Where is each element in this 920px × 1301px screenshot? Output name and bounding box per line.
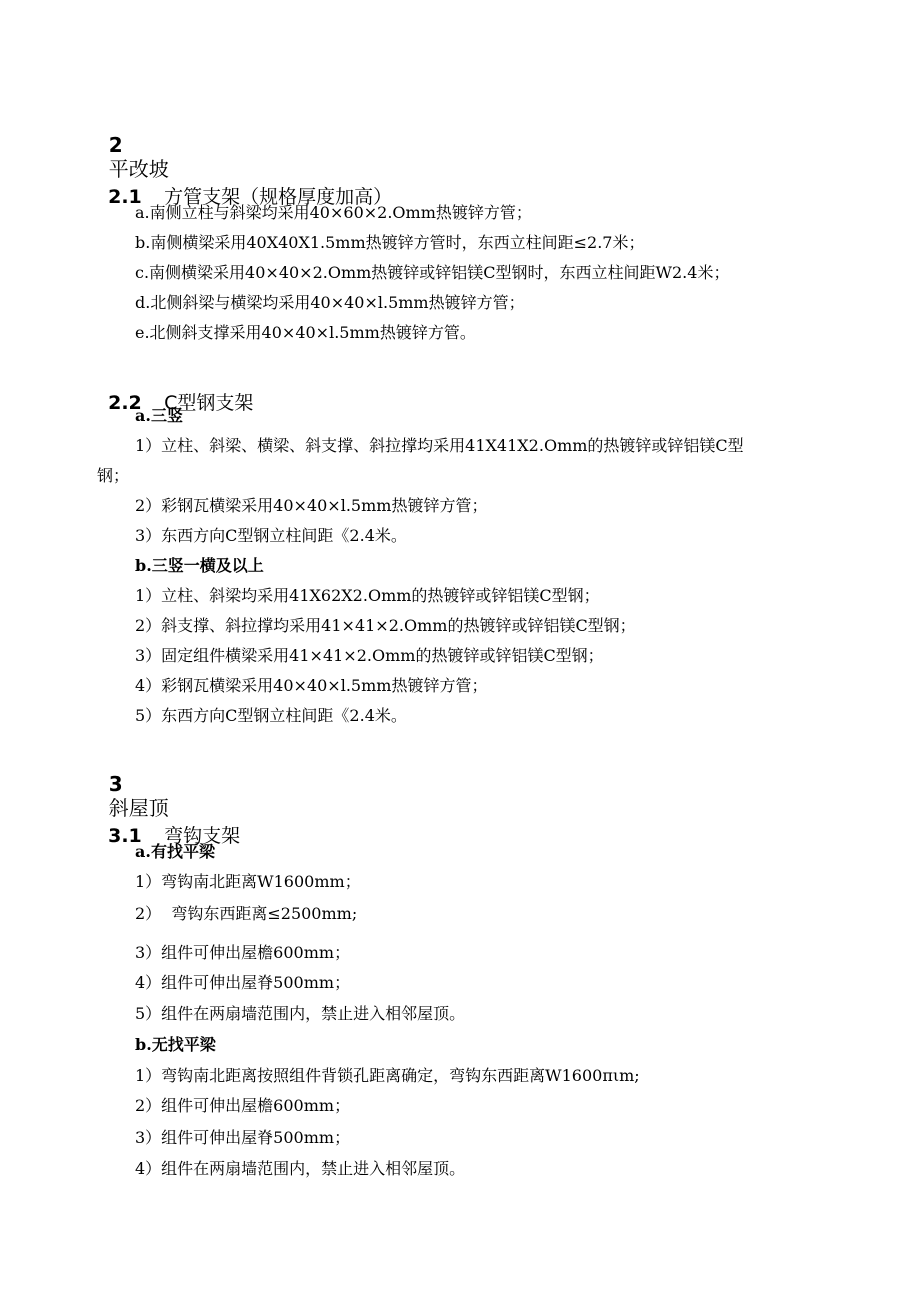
list-item: 2）组件可伸出屋檐600mm； [135, 1096, 351, 1115]
subsection-heading [96, 800, 240, 848]
list-item: e.北侧斜支撑采用40×40×l.5mm热镀锌方管。 [135, 323, 476, 342]
subsection-title: 方管支架（规格厚度加高） [164, 186, 393, 208]
list-item: 1）弯钩南北距离W1600mm； [135, 872, 361, 891]
section-number: 2 [108, 133, 123, 157]
list-item: 1）立柱、斜梁、横梁、斜支撑、斜拉撑均采用41X41X2.Omm的热镀锌或锌铝镁C型 [135, 436, 744, 455]
list-item: 2）斜支撑、斜拉撑均采用41×41×2.Omm的热镀锌或锌铝镁C型钢； [135, 616, 636, 635]
list-item: 4）组件可伸出屋脊500mm； [135, 973, 351, 992]
subsection-number: 2.1 [108, 186, 142, 208]
list-item: 1）弯钩南北距离按照组件背锁孔距离确定，弯钩东西距离W1600πιm; [135, 1066, 640, 1085]
list-item: 4）组件在两扇墙范围内，禁止进入相邻屋顶。 [135, 1159, 466, 1178]
group-heading: a.三竖 [135, 406, 183, 425]
section-title: 平改坡 [108, 157, 169, 181]
list-item: 3）东西方向C型钢立柱间距《2.4米。 [135, 526, 407, 545]
list-item: 5）组件在两扇墙范围内，禁止进入相邻屋顶。 [135, 1004, 466, 1023]
list-item: a.南侧立柱与斜梁均采用40×60×2.Omm热镀锌方管； [135, 203, 532, 222]
subsection-title: 弯钩支架 [164, 825, 241, 847]
list-item-continuation: 钢； [97, 466, 130, 485]
list-item: 1）立柱、斜梁均采用41X62X2.Omm的热镀锌或锌铝镁C型钢； [135, 586, 600, 605]
section-title: 斜屋顶 [108, 796, 169, 820]
subsection-title: C型钢支架 [164, 392, 254, 414]
list-item: 2）彩钢瓦横梁采用40×40×l.5mm热镀锌方管； [135, 496, 488, 515]
list-item: 5）东西方向C型钢立柱间距《2.4米。 [135, 706, 407, 725]
group-heading: a.有找平梁 [135, 842, 215, 861]
group-heading: b.无找平梁 [135, 1035, 216, 1054]
list-item: 4）彩钢瓦横梁采用40×40×l.5mm热镀锌方管； [135, 676, 488, 695]
list-item: 3）组件可伸出屋檐600mm； [135, 943, 351, 962]
list-item: 3）组件可伸出屋脊500mm； [135, 1128, 351, 1147]
list-item: 3）固定组件横梁采用41×41×2.Omm的热镀锌或锌铝镁C型钢； [135, 646, 604, 665]
list-item: d.北侧斜梁与横梁均采用40×40×l.5mm热镀锌方管； [135, 293, 525, 312]
subsection-heading [96, 161, 392, 209]
section-number: 3 [108, 772, 123, 796]
list-item: b.南侧横梁采用40X40X1.5mm热镀锌方管时，东西立柱间距≤2.7米； [135, 233, 645, 252]
list-item: c.南侧横梁采用40×40×2.Omm热镀锌或锌铝镁C型钢时，东西立柱间距W2.4米； [135, 263, 730, 282]
list-item: 2） 弯钩东西距离≤2500mm; [135, 904, 358, 923]
group-heading: b.三竖一横及以上 [135, 556, 264, 575]
subsection-number: 3.1 [108, 825, 142, 847]
subsection-number: 2.2 [108, 392, 142, 414]
